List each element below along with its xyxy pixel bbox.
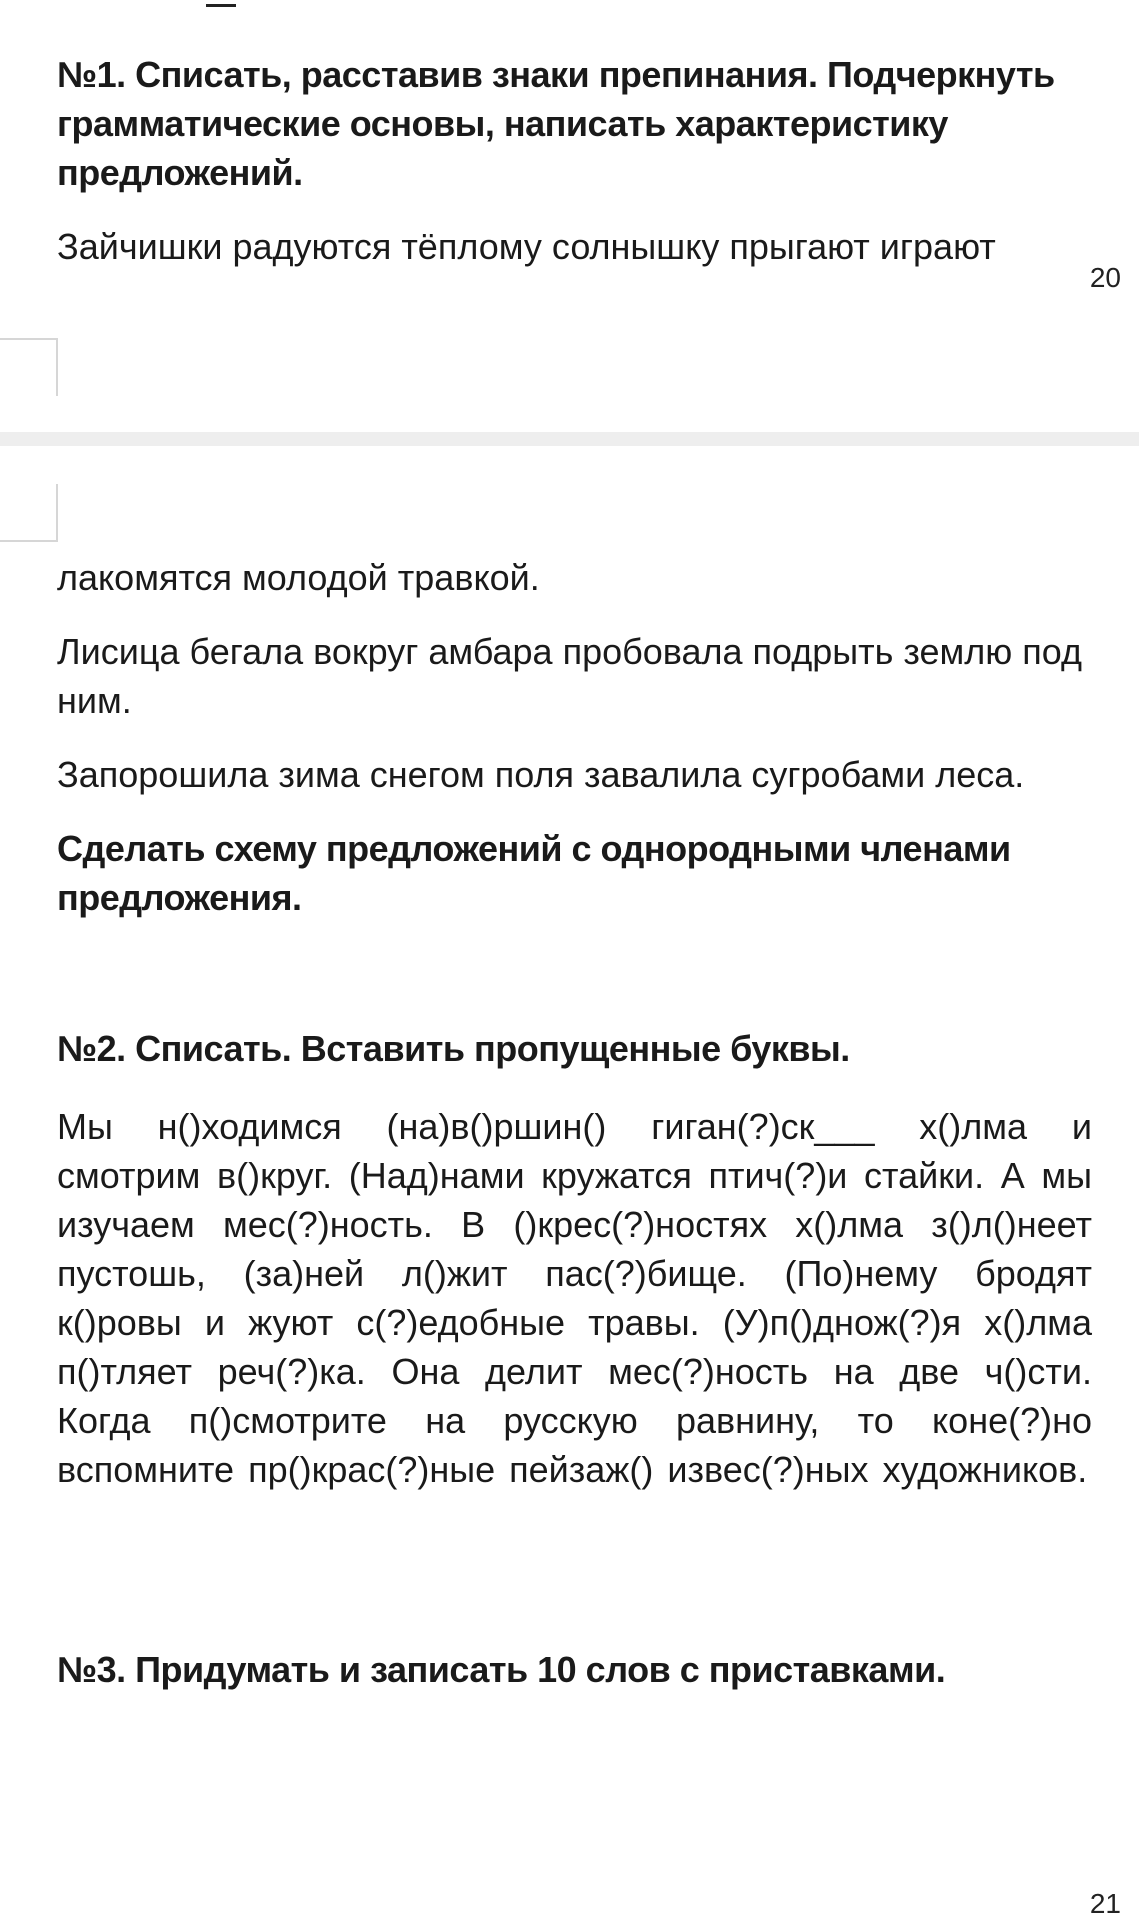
page-separator	[0, 432, 1139, 446]
task1-scheme-instruction: Сделать схему предложений с однородными членами предложения.	[57, 828, 1011, 918]
page-number: 21	[1089, 1888, 1121, 1919]
sentence3: Запорошила зима снегом поля завалила сугробами леса.	[57, 754, 1025, 795]
task3-heading: №3. Придумать и записать 10 слов с приставками.	[57, 1649, 946, 1690]
cut-off-text-fragment	[206, 0, 236, 7]
page-corner-mark	[0, 484, 58, 542]
page-20	[0, 0, 1139, 432]
page-number: 20	[1089, 262, 1121, 293]
sentence2: Лисица бегала вокруг амбара пробовала подрыть землю под ним.	[57, 631, 1083, 721]
sentence1-part2: лакомятся молодой травкой.	[57, 557, 540, 598]
task1-heading: №1. Списать, расставив знаки препинания. Подчеркнуть грамматические основы, написать характеристику предложений.	[57, 54, 1055, 193]
sentence1-part1: Зайчишки радуются тёплому солнышку прыгают играют	[57, 226, 996, 267]
task2-heading: №2. Списать. Вставить пропущенные буквы.	[57, 1028, 850, 1069]
page-corner-mark	[0, 338, 58, 396]
task2-text: Мы н()ходимся (на)в()ршин() гиган(?)ск___ х()лма и смотрим в()круг. (Над)нами кружатся птич(?)и стайки. А мы изучаем мес(?)ность. В ()крес(?)ностях х()лма з()л()неет пустошь, (за)ней л()жит пас(?)бище. (По)нему бродят к()ровы и жуют с(?)едобные травы. (У)п()днож(?)я х()лма п()тляет реч(?)ка. Она делит мес(?)ность на две ч()сти. Когда п()смотрите на русскую равнину, то коне(?)но вспомните пр()крас(?)ные пейзаж() извес(?)ных художников.	[57, 1106, 1092, 1490]
